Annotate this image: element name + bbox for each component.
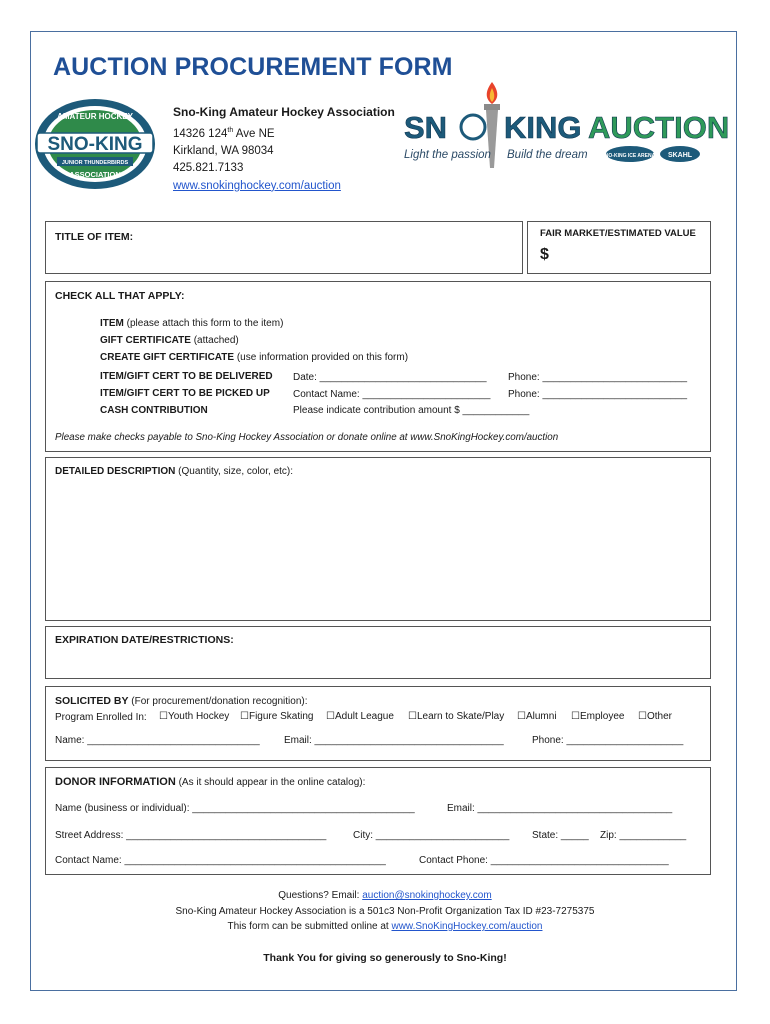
footer-nonprofit: Sno-King Amateur Hockey Association is a 501c3 Non-Profit Organization Tax ID #23-7275375 <box>175 906 595 917</box>
snoking-auction-logo <box>400 72 730 172</box>
contribution-amount-field[interactable]: Please indicate contribution amount $ ____________ <box>293 405 530 416</box>
svg-text:SN: SN <box>404 110 448 145</box>
auction-tagline-2: Build the dream <box>507 149 588 161</box>
currency-symbol: $ <box>540 246 549 263</box>
form-title: AUCTION PROCUREMENT FORM <box>53 53 453 81</box>
donor-name-field[interactable]: Name (business or individual): ________________________________________ <box>55 803 415 814</box>
option-learn-to-skate[interactable]: ☐ Learn to Skate/Play <box>408 711 504 722</box>
logo-text-bottom: ASSOCIATION <box>69 170 121 179</box>
checkbox-icon <box>571 711 580 722</box>
org-address-city: Kirkland, WA 98034 <box>173 144 274 157</box>
option-alumni[interactable]: ☐ Alumni <box>517 711 557 722</box>
check-item-delivered[interactable]: ITEM/GIFT CERT TO BE DELIVERED <box>100 371 273 382</box>
donor-information-label: DONOR INFORMATION (As it should appear in the online catalog): <box>55 776 366 788</box>
checkbox-icon <box>326 711 335 722</box>
donor-contact-name-field[interactable]: Contact Name: _______________________________________________ <box>55 855 386 866</box>
checkbox-icon <box>638 711 647 722</box>
check-item-create-gift-certificate[interactable]: CREATE GIFT CERTIFICATE (use information provided on this form) <box>100 352 409 363</box>
checkbox-icon <box>240 711 249 722</box>
sno-king-logo <box>33 97 157 191</box>
logo-text-sub: JUNIOR THUNDERBIRDS <box>61 160 129 166</box>
org-phone: 425.821.7133 <box>173 162 244 175</box>
contact-name-field[interactable]: Contact Name: _______________________ <box>293 389 491 400</box>
donor-zip-field[interactable]: Zip: ____________ <box>600 830 687 841</box>
program-enrolled-label: Program Enrolled In: <box>55 712 147 723</box>
option-figure-skating[interactable]: ☐ Figure Skating <box>240 711 313 722</box>
option-employee[interactable]: ☐ Employee <box>571 711 624 722</box>
phone-field-2[interactable]: Phone: __________________________ <box>508 389 688 400</box>
solicited-phone-field[interactable]: Phone: _____________________ <box>532 735 684 746</box>
check-all-label: CHECK ALL THAT APPLY: <box>55 290 185 302</box>
svg-text:KING: KING <box>504 110 582 145</box>
donor-street-field[interactable]: Street Address: ____________________________________ <box>55 830 327 841</box>
auction-sponsor-2: SKAHL <box>667 152 693 159</box>
donor-email-field[interactable]: Email: ___________________________________ <box>447 803 673 814</box>
auction-tagline-1: Light the passion <box>404 149 491 161</box>
check-item-item[interactable]: ITEM (please attach this form to the item) <box>100 318 284 329</box>
title-of-item-label: TITLE OF ITEM: <box>55 231 134 243</box>
detailed-description-label: DETAILED DESCRIPTION (Quantity, size, color, etc): <box>55 466 294 477</box>
org-name: Sno-King Amateur Hockey Association <box>173 105 395 119</box>
check-item-cash-contribution[interactable]: CASH CONTRIBUTION <box>100 405 208 416</box>
option-youth-hockey[interactable]: ☐ Youth Hockey <box>159 711 229 722</box>
footer-questions: Questions? Email: auction@snokinghockey.com <box>278 890 492 901</box>
option-adult-league[interactable]: ☐ Adult League <box>326 711 394 722</box>
title-of-item-box[interactable] <box>45 221 523 274</box>
detailed-description-box[interactable] <box>45 457 711 621</box>
org-address-street: 14326 124th Ave NE <box>173 126 275 140</box>
logo-text-main: SNO-KING <box>47 134 143 155</box>
checkbox-icon <box>408 711 417 722</box>
check-all-box <box>45 281 711 452</box>
checkbox-icon <box>517 711 526 722</box>
donor-city-field[interactable]: City: ________________________ <box>353 830 510 841</box>
svg-text:AUCTION: AUCTION <box>588 110 730 145</box>
checks-payable-note: Please make checks payable to Sno-King Hockey Association or donate online at www.SnoKingHockey.com/auction <box>55 432 559 443</box>
footer-thanks: Thank You for giving so generously to Sno-King! <box>263 952 507 964</box>
check-item-picked-up[interactable]: ITEM/GIFT CERT TO BE PICKED UP <box>100 388 270 399</box>
donor-state-field[interactable]: State: _____ <box>532 830 589 841</box>
solicited-by-label: SOLICITED BY (For procurement/donation recognition): <box>55 695 308 707</box>
logo-text-top: AMATEUR HOCKEY <box>57 112 133 121</box>
fair-market-value-label: FAIR MARKET/ESTIMATED VALUE <box>540 228 696 239</box>
footer-email-link[interactable]: auction@snokinghockey.com <box>362 890 492 901</box>
footer-online: This form can be submitted online at www.SnoKingHockey.com/auction <box>227 921 543 932</box>
check-item-gift-certificate[interactable]: GIFT CERTIFICATE (attached) <box>100 335 239 346</box>
footer-online-link[interactable]: www.SnoKingHockey.com/auction <box>391 921 543 932</box>
solicited-email-field[interactable]: Email: __________________________________ <box>284 735 504 746</box>
date-field[interactable]: Date: ______________________________ <box>293 372 487 383</box>
auction-sponsor-1: SNO-KING ICE ARENAS <box>601 153 659 159</box>
donor-contact-phone-field[interactable]: Contact Phone: ________________________________ <box>419 855 669 866</box>
org-info <box>173 104 395 195</box>
option-other[interactable]: ☐ Other <box>638 711 672 722</box>
expiration-label: EXPIRATION DATE/RESTRICTIONS: <box>55 634 234 646</box>
phone-field-1[interactable]: Phone: __________________________ <box>508 372 688 383</box>
solicited-name-field[interactable]: Name: _______________________________ <box>55 735 260 746</box>
org-website-link[interactable]: www.snokinghockey.com/auction <box>173 179 341 192</box>
checkbox-icon <box>159 711 168 722</box>
